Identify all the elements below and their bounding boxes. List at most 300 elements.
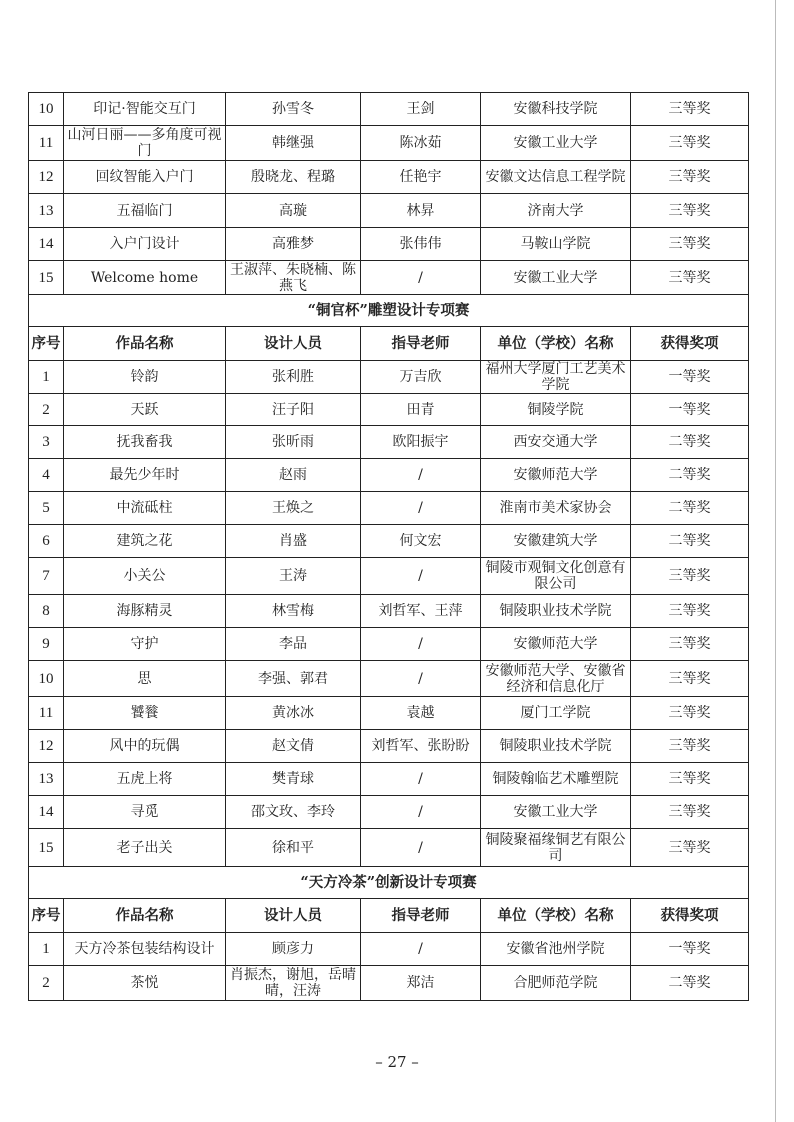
cell-award bbox=[631, 361, 749, 394]
table-row bbox=[29, 93, 749, 126]
seq-text: 15 bbox=[38, 269, 54, 286]
section-title: “天方冷茶”创新设计专项赛 bbox=[29, 867, 749, 899]
cell-designer bbox=[226, 829, 361, 867]
cell-award bbox=[631, 228, 749, 261]
cell-award bbox=[631, 492, 749, 525]
scan-border-line bbox=[775, 0, 776, 1122]
table-row bbox=[29, 361, 749, 394]
cell-designer bbox=[226, 558, 361, 595]
advisor-text: 刘哲军、王萍 bbox=[378, 603, 463, 619]
designer-text: 李品 bbox=[279, 636, 307, 652]
advisor-text: / bbox=[418, 269, 423, 286]
cell-advisor bbox=[361, 492, 481, 525]
cell-award bbox=[631, 394, 749, 426]
institution-text: 铜陵市观铜文化创意有限公司 bbox=[485, 560, 626, 592]
header-work-name: 作品名称 bbox=[64, 327, 226, 361]
advisor-text: 何文宏 bbox=[399, 533, 442, 549]
cell-advisor bbox=[361, 628, 481, 661]
advisor-text: 林昇 bbox=[406, 202, 435, 219]
cell-seq bbox=[29, 361, 64, 394]
cell-institution bbox=[481, 697, 631, 730]
award-text: 一等奖 bbox=[668, 369, 711, 385]
seq-text: 12 bbox=[38, 738, 54, 754]
table-row bbox=[29, 161, 749, 194]
cell-designer bbox=[226, 628, 361, 661]
advisor-text: 刘哲军、张盼盼 bbox=[371, 738, 470, 754]
seq-text: 1 bbox=[42, 369, 50, 385]
cell-work-name bbox=[64, 796, 226, 829]
institution-text: 铜陵翰临艺术雕塑院 bbox=[492, 771, 619, 787]
cell-work-name bbox=[64, 661, 226, 697]
work-name-text: 回纹智能入户门 bbox=[95, 169, 194, 185]
designer-text: 高璇 bbox=[279, 202, 307, 219]
cell-seq bbox=[29, 394, 64, 426]
institution-text: 安徽省池州学院 bbox=[506, 941, 605, 957]
work-name-text: 入户门设计 bbox=[109, 236, 180, 252]
cell-award bbox=[631, 730, 749, 763]
table-row bbox=[29, 492, 749, 525]
section-title-row bbox=[29, 867, 749, 899]
cell-institution bbox=[481, 966, 631, 1001]
table-row bbox=[29, 459, 749, 492]
cell-award bbox=[631, 558, 749, 595]
seq-text: 11 bbox=[38, 135, 54, 151]
advisor-text: 袁越 bbox=[406, 705, 435, 721]
designer-text: 赵雨 bbox=[279, 467, 307, 483]
seq-text: 13 bbox=[38, 771, 54, 787]
cell-work-name bbox=[64, 730, 226, 763]
institution-text: 安徽工业大学 bbox=[513, 804, 598, 820]
work-name-text: 五福临门 bbox=[116, 202, 173, 219]
table-row bbox=[29, 796, 749, 829]
work-name-text: 山河日丽——多角度可视门 bbox=[67, 127, 222, 159]
header-designer: 设计人员 bbox=[226, 899, 361, 933]
cell-institution bbox=[481, 459, 631, 492]
seq-text: 15 bbox=[38, 839, 54, 856]
cell-seq bbox=[29, 730, 64, 763]
table-row bbox=[29, 126, 749, 161]
cell-award bbox=[631, 697, 749, 730]
advisor-text: / bbox=[418, 839, 423, 856]
cell-institution bbox=[481, 361, 631, 394]
institution-text: 济南大学 bbox=[527, 202, 584, 219]
advisor-text: / bbox=[418, 941, 423, 957]
designer-text: 张昕雨 bbox=[272, 434, 314, 450]
work-name-text: 思 bbox=[137, 670, 152, 687]
advisor-text: / bbox=[418, 670, 423, 687]
seq-text: 7 bbox=[42, 568, 50, 584]
cell-seq bbox=[29, 933, 64, 966]
designer-text: 韩继强 bbox=[272, 135, 314, 151]
cell-designer bbox=[226, 194, 361, 228]
institution-text: 安徽师范大学、安徽省经济和信息化厅 bbox=[485, 662, 626, 695]
cell-work-name bbox=[64, 933, 226, 966]
award-text: 二等奖 bbox=[668, 975, 711, 991]
cell-institution bbox=[481, 595, 631, 628]
institution-text: 福州大学厦门工艺美术学院 bbox=[485, 361, 626, 393]
designer-text: 黄冰冰 bbox=[272, 705, 314, 721]
cell-institution bbox=[481, 763, 631, 796]
award-text: 三等奖 bbox=[668, 603, 711, 619]
designer-text: 肖盛 bbox=[279, 533, 307, 549]
table-row bbox=[29, 228, 749, 261]
seq-text: 8 bbox=[42, 603, 50, 619]
award-text: 一等奖 bbox=[668, 941, 711, 957]
work-name-text: 海豚精灵 bbox=[116, 603, 173, 619]
cell-advisor bbox=[361, 228, 481, 261]
cell-seq bbox=[29, 426, 64, 459]
award-text: 三等奖 bbox=[668, 202, 711, 219]
work-name-text: 茶悦 bbox=[130, 975, 159, 991]
cell-award bbox=[631, 796, 749, 829]
work-name-text: 寻觅 bbox=[130, 804, 159, 820]
seq-text: 5 bbox=[42, 500, 50, 516]
cell-institution bbox=[481, 525, 631, 558]
work-name-text: Welcome home bbox=[90, 269, 199, 286]
designer-text: 林雪梅 bbox=[272, 603, 314, 619]
section-title: “铜官杯”雕塑设计专项赛 bbox=[29, 295, 749, 327]
table-row bbox=[29, 525, 749, 558]
table-row bbox=[29, 763, 749, 796]
advisor-text: / bbox=[418, 771, 423, 787]
designer-text: 汪子阳 bbox=[272, 401, 314, 418]
work-name-text: 最先少年时 bbox=[109, 467, 180, 483]
cell-advisor bbox=[361, 394, 481, 426]
table-row bbox=[29, 697, 749, 730]
designer-text: 王淑萍、朱晓楠、陈燕飞 bbox=[230, 261, 356, 294]
seq-text: 10 bbox=[38, 670, 54, 687]
cell-award bbox=[631, 661, 749, 697]
work-name-text: 天方冷茶包装结构设计 bbox=[74, 941, 215, 957]
institution-text: 西安交通大学 bbox=[513, 434, 598, 450]
cell-award bbox=[631, 426, 749, 459]
work-name-text: 抚我畜我 bbox=[116, 434, 173, 450]
seq-text: 9 bbox=[42, 636, 50, 652]
table-row bbox=[29, 394, 749, 426]
cell-advisor bbox=[361, 966, 481, 1001]
advisor-text: 张伟伟 bbox=[399, 236, 442, 252]
cell-seq bbox=[29, 558, 64, 595]
institution-text: 厦门工学院 bbox=[520, 705, 591, 721]
award-text: 三等奖 bbox=[668, 771, 711, 787]
designer-text: 王焕之 bbox=[272, 500, 314, 516]
cell-work-name bbox=[64, 763, 226, 796]
designer-text: 殷晓龙、程璐 bbox=[251, 169, 335, 185]
advisor-text: 陈冰茹 bbox=[399, 135, 442, 151]
header-institution: 单位（学校）名称 bbox=[481, 899, 631, 933]
cell-award bbox=[631, 126, 749, 161]
cell-institution bbox=[481, 194, 631, 228]
award-text: 三等奖 bbox=[668, 169, 711, 185]
cell-institution bbox=[481, 492, 631, 525]
seq-text: 13 bbox=[38, 202, 54, 219]
institution-text: 合肥师范学院 bbox=[513, 975, 598, 991]
cell-institution bbox=[481, 628, 631, 661]
cell-institution bbox=[481, 161, 631, 194]
cell-work-name bbox=[64, 228, 226, 261]
institution-text: 安徽师范大学 bbox=[513, 636, 598, 652]
cell-work-name bbox=[64, 492, 226, 525]
cell-work-name bbox=[64, 595, 226, 628]
seq-text: 11 bbox=[38, 705, 54, 721]
advisor-text: 万吉欣 bbox=[399, 369, 442, 385]
header-institution: 单位（学校）名称 bbox=[481, 327, 631, 361]
table-header-row bbox=[29, 899, 749, 933]
advisor-text: 任艳宇 bbox=[399, 169, 442, 185]
institution-text: 安徽工业大学 bbox=[513, 135, 598, 151]
cell-advisor bbox=[361, 933, 481, 966]
cell-work-name bbox=[64, 93, 226, 126]
header-seq: 序号 bbox=[29, 899, 64, 933]
award-text: 三等奖 bbox=[668, 705, 711, 721]
table-row bbox=[29, 628, 749, 661]
table-row bbox=[29, 966, 749, 1001]
institution-text: 安徽工业大学 bbox=[513, 269, 598, 286]
cell-work-name bbox=[64, 426, 226, 459]
cell-designer bbox=[226, 697, 361, 730]
cell-work-name bbox=[64, 261, 226, 295]
seq-text: 4 bbox=[42, 467, 50, 483]
cell-advisor bbox=[361, 161, 481, 194]
advisor-text: / bbox=[418, 636, 423, 652]
seq-text: 1 bbox=[42, 941, 50, 957]
cell-designer bbox=[226, 394, 361, 426]
institution-text: 安徽师范大学 bbox=[513, 467, 598, 483]
seq-text: 12 bbox=[38, 169, 54, 185]
advisor-text: / bbox=[418, 500, 423, 516]
award-text: 三等奖 bbox=[668, 839, 711, 856]
cell-award bbox=[631, 525, 749, 558]
institution-text: 安徽文达信息工程学院 bbox=[485, 169, 626, 185]
award-table bbox=[28, 92, 749, 1001]
cell-advisor bbox=[361, 194, 481, 228]
designer-text: 顾彦力 bbox=[272, 941, 314, 957]
designer-text: 王涛 bbox=[279, 568, 307, 584]
cell-institution bbox=[481, 829, 631, 867]
designer-text: 邵文玫、李玲 bbox=[251, 804, 335, 820]
cell-institution bbox=[481, 261, 631, 295]
institution-text: 铜陵职业技术学院 bbox=[499, 603, 612, 619]
cell-institution bbox=[481, 93, 631, 126]
seq-text: 14 bbox=[38, 236, 54, 252]
header-award: 获得奖项 bbox=[631, 327, 749, 361]
cell-advisor bbox=[361, 361, 481, 394]
cell-work-name bbox=[64, 525, 226, 558]
cell-work-name bbox=[64, 361, 226, 394]
header-seq: 序号 bbox=[29, 327, 64, 361]
cell-seq bbox=[29, 194, 64, 228]
cell-designer bbox=[226, 361, 361, 394]
cell-advisor bbox=[361, 459, 481, 492]
cell-award bbox=[631, 194, 749, 228]
cell-award bbox=[631, 933, 749, 966]
cell-seq bbox=[29, 161, 64, 194]
designer-text: 赵文倩 bbox=[272, 738, 314, 754]
cell-seq bbox=[29, 261, 64, 295]
cell-designer bbox=[226, 261, 361, 295]
cell-award bbox=[631, 459, 749, 492]
cell-designer bbox=[226, 661, 361, 697]
cell-institution bbox=[481, 661, 631, 697]
award-text: 三等奖 bbox=[668, 135, 711, 151]
cell-designer bbox=[226, 126, 361, 161]
advisor-text: 欧阳振宇 bbox=[392, 434, 449, 450]
cell-advisor bbox=[361, 525, 481, 558]
award-text: 三等奖 bbox=[668, 101, 711, 117]
cell-advisor bbox=[361, 829, 481, 867]
institution-text: 铜陵职业技术学院 bbox=[499, 738, 612, 754]
cell-award bbox=[631, 595, 749, 628]
award-text: 三等奖 bbox=[668, 568, 711, 584]
cell-institution bbox=[481, 228, 631, 261]
award-text: 三等奖 bbox=[668, 804, 711, 820]
designer-text: 肖振杰，谢旭，岳晴晴，汪涛 bbox=[230, 967, 356, 999]
page-number: – 27 – bbox=[375, 1053, 419, 1071]
cell-designer bbox=[226, 966, 361, 1001]
table-header-row bbox=[29, 327, 749, 361]
cell-advisor bbox=[361, 126, 481, 161]
work-name-text: 守护 bbox=[130, 636, 159, 652]
cell-designer bbox=[226, 426, 361, 459]
cell-institution bbox=[481, 558, 631, 595]
award-text: 三等奖 bbox=[668, 738, 711, 754]
cell-designer bbox=[226, 525, 361, 558]
advisor-text: / bbox=[418, 804, 423, 820]
cell-institution bbox=[481, 933, 631, 966]
cell-advisor bbox=[361, 763, 481, 796]
designer-text: 樊青球 bbox=[272, 771, 314, 787]
cell-work-name bbox=[64, 628, 226, 661]
work-name-text: 五虎上将 bbox=[116, 771, 173, 787]
cell-work-name bbox=[64, 161, 226, 194]
institution-text: 铜陵学院 bbox=[527, 401, 584, 418]
cell-advisor bbox=[361, 595, 481, 628]
work-name-text: 小关公 bbox=[123, 568, 166, 584]
award-text: 一等奖 bbox=[668, 401, 711, 418]
cell-advisor bbox=[361, 697, 481, 730]
work-name-text: 建筑之花 bbox=[116, 533, 173, 549]
institution-text: 铜陵聚福缘铜艺有限公司 bbox=[485, 831, 626, 864]
seq-text: 10 bbox=[38, 101, 54, 117]
work-name-text: 天跃 bbox=[130, 401, 159, 418]
header-advisor: 指导老师 bbox=[361, 327, 481, 361]
cell-seq bbox=[29, 459, 64, 492]
advisor-text: 田青 bbox=[406, 401, 435, 418]
work-name-text: 风中的玩偶 bbox=[109, 738, 180, 754]
cell-designer bbox=[226, 228, 361, 261]
cell-seq bbox=[29, 661, 64, 697]
advisor-text: 郑洁 bbox=[406, 975, 435, 991]
cell-work-name bbox=[64, 829, 226, 867]
cell-award bbox=[631, 966, 749, 1001]
advisor-text: 王剑 bbox=[406, 101, 435, 117]
cell-designer bbox=[226, 459, 361, 492]
cell-award bbox=[631, 93, 749, 126]
table-row bbox=[29, 194, 749, 228]
award-text: 二等奖 bbox=[668, 434, 711, 450]
table-row bbox=[29, 661, 749, 697]
cell-seq bbox=[29, 829, 64, 867]
award-text: 二等奖 bbox=[668, 467, 711, 483]
cell-work-name bbox=[64, 697, 226, 730]
cell-work-name bbox=[64, 966, 226, 1001]
cell-seq bbox=[29, 525, 64, 558]
work-name-text: 中流砥柱 bbox=[116, 500, 173, 516]
cell-award bbox=[631, 763, 749, 796]
cell-designer bbox=[226, 763, 361, 796]
cell-seq bbox=[29, 796, 64, 829]
work-name-text: 铃韵 bbox=[130, 369, 159, 385]
table-row bbox=[29, 426, 749, 459]
cell-designer bbox=[226, 492, 361, 525]
cell-work-name bbox=[64, 194, 226, 228]
header-work-name: 作品名称 bbox=[64, 899, 226, 933]
work-name-text: 饕餮 bbox=[130, 705, 159, 721]
work-name-text: 老子出关 bbox=[116, 839, 173, 856]
award-text: 二等奖 bbox=[668, 500, 711, 516]
cell-seq bbox=[29, 126, 64, 161]
cell-advisor bbox=[361, 93, 481, 126]
cell-award bbox=[631, 628, 749, 661]
cell-seq bbox=[29, 228, 64, 261]
cell-institution bbox=[481, 394, 631, 426]
award-text: 二等奖 bbox=[668, 533, 711, 549]
designer-text: 张利胜 bbox=[272, 369, 314, 385]
institution-text: 淮南市美术家协会 bbox=[499, 500, 612, 516]
designer-text: 高雅梦 bbox=[272, 236, 314, 252]
work-name-text: 印记·智能交互门 bbox=[93, 101, 196, 117]
advisor-text: / bbox=[418, 568, 423, 584]
cell-seq bbox=[29, 697, 64, 730]
designer-text: 徐和平 bbox=[272, 839, 314, 856]
cell-award bbox=[631, 161, 749, 194]
cell-work-name bbox=[64, 126, 226, 161]
cell-designer bbox=[226, 730, 361, 763]
cell-advisor bbox=[361, 558, 481, 595]
institution-text: 安徽建筑大学 bbox=[513, 533, 598, 549]
seq-text: 14 bbox=[38, 804, 54, 820]
cell-seq bbox=[29, 628, 64, 661]
cell-seq bbox=[29, 966, 64, 1001]
cell-work-name bbox=[64, 558, 226, 595]
seq-text: 6 bbox=[42, 533, 50, 549]
institution-text: 马鞍山学院 bbox=[520, 236, 591, 252]
cell-institution bbox=[481, 730, 631, 763]
cell-advisor bbox=[361, 730, 481, 763]
table-row bbox=[29, 933, 749, 966]
header-award: 获得奖项 bbox=[631, 899, 749, 933]
cell-designer bbox=[226, 161, 361, 194]
cell-seq bbox=[29, 93, 64, 126]
cell-work-name bbox=[64, 394, 226, 426]
cell-advisor bbox=[361, 426, 481, 459]
designer-text: 孙雪冬 bbox=[272, 101, 314, 117]
award-text: 三等奖 bbox=[668, 269, 711, 286]
table-row bbox=[29, 558, 749, 595]
section-title-row bbox=[29, 295, 749, 327]
institution-text: 安徽科技学院 bbox=[513, 101, 598, 117]
cell-designer bbox=[226, 796, 361, 829]
cell-advisor bbox=[361, 261, 481, 295]
cell-seq bbox=[29, 492, 64, 525]
header-designer: 设计人员 bbox=[226, 327, 361, 361]
cell-designer bbox=[226, 93, 361, 126]
cell-seq bbox=[29, 595, 64, 628]
award-text: 三等奖 bbox=[668, 236, 711, 252]
header-advisor: 指导老师 bbox=[361, 899, 481, 933]
seq-text: 3 bbox=[42, 434, 50, 450]
cell-designer bbox=[226, 933, 361, 966]
